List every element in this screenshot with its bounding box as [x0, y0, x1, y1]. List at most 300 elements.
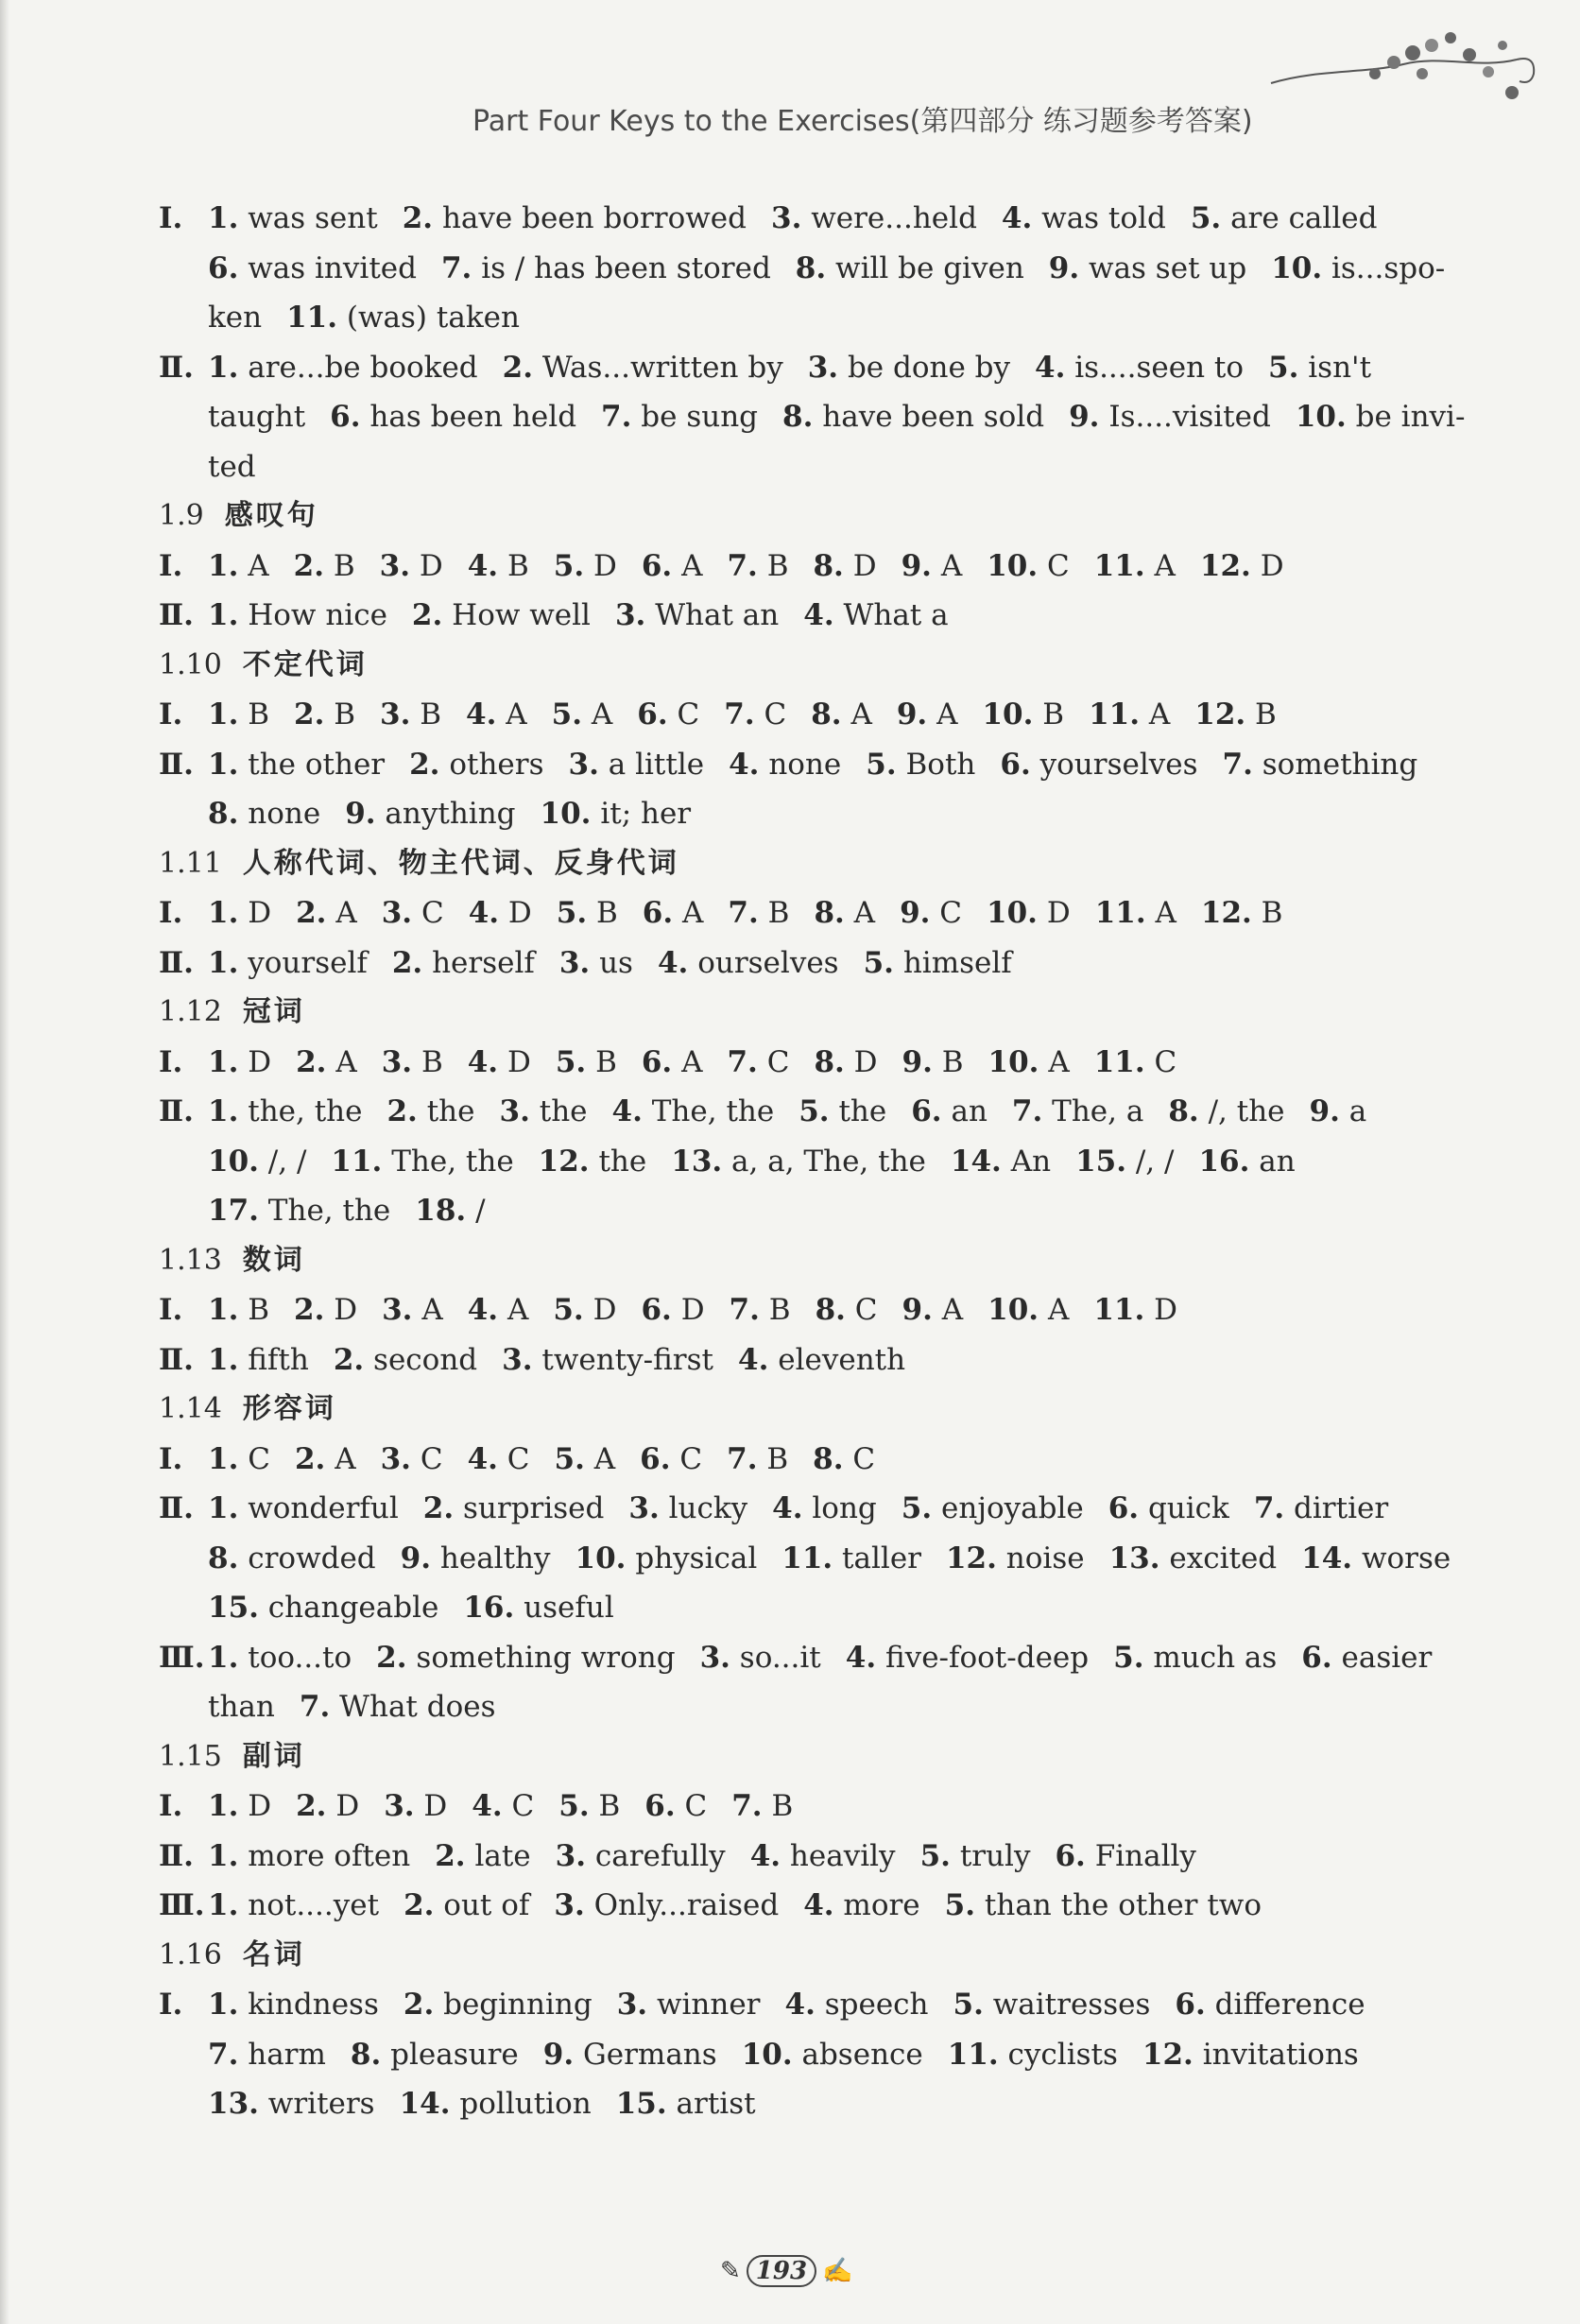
- answer-value: more: [843, 1888, 920, 1922]
- answer-value: A: [1047, 1293, 1070, 1327]
- page-number: 193: [747, 2255, 816, 2287]
- answer-number: 5.: [555, 1044, 587, 1079]
- answer-item: [296, 1789, 359, 1823]
- answer-number: 7.: [1011, 1094, 1043, 1128]
- answer-number: 3.: [381, 896, 413, 930]
- answer-value: heavily: [789, 1838, 896, 1873]
- answer-number: 15.: [1075, 1144, 1126, 1179]
- answer-number: 2.: [296, 1044, 327, 1079]
- answer-number: 6.: [641, 1044, 673, 1079]
- answer-value: The, the: [267, 1194, 391, 1228]
- answer-item: [738, 1343, 905, 1377]
- answer-number: 5.: [554, 1441, 585, 1476]
- answer-item: [1142, 2038, 1359, 2072]
- answer-value: truly: [959, 1838, 1031, 1873]
- answer-item: [1301, 1641, 1432, 1675]
- answer-number: 1.: [208, 1441, 239, 1476]
- header-chinese: (第四部分 练习题参考答案): [909, 105, 1253, 138]
- answer-item: [401, 1541, 551, 1575]
- answer-item: [796, 251, 1024, 285]
- answer-line: [159, 1186, 1453, 1236]
- answer-item: [1094, 1045, 1177, 1079]
- answer-value: anything: [385, 797, 516, 831]
- answer-value: is...spo-: [1331, 250, 1446, 285]
- answer-number: 7.: [731, 1789, 763, 1823]
- answer-number: 6.: [1175, 1988, 1206, 2022]
- section-heading: [159, 641, 1453, 691]
- answer-number: 8.: [815, 1293, 846, 1327]
- answer-number: 4.: [803, 1888, 834, 1922]
- answer-line: [159, 542, 1453, 592]
- answer-item: [208, 1839, 410, 1873]
- answer-item: [658, 946, 839, 980]
- answer-value: wonderful: [248, 1491, 399, 1525]
- answer-item: [382, 1293, 443, 1327]
- answer-item: [945, 1888, 1262, 1922]
- section-title: 人称代词、物主代词、反身代词: [242, 846, 679, 880]
- answer-value: A: [506, 697, 527, 732]
- answer-value: How well: [452, 598, 591, 632]
- answer-number: 11.: [781, 1541, 833, 1575]
- answer-number: 2.: [296, 896, 327, 930]
- answer-value: invitations: [1202, 2037, 1359, 2072]
- answer-item: [555, 1442, 616, 1476]
- answer-item: [911, 1094, 988, 1128]
- answer-number: 7.: [1222, 747, 1253, 782]
- answer-value: waitresses: [992, 1988, 1151, 2022]
- answer-item: [953, 1988, 1151, 2022]
- answer-item: [785, 1988, 929, 2022]
- answer-item: [300, 1690, 496, 1724]
- answer-number: 8.: [811, 697, 842, 732]
- answer-value: too...to: [248, 1640, 352, 1675]
- answer-value: D: [248, 1044, 272, 1079]
- answer-item: [724, 697, 786, 732]
- answer-item: [556, 1045, 617, 1079]
- answer-item: [503, 351, 783, 385]
- answer-line: [159, 1484, 1453, 1534]
- answer-value: eleventh: [778, 1342, 906, 1377]
- answer-number: 7.: [729, 1293, 760, 1327]
- part-numeral: Ⅱ.: [159, 945, 194, 980]
- answer-line: [159, 1980, 1453, 2030]
- answer-value: will be given: [835, 250, 1024, 285]
- answer-number: 5.: [1268, 350, 1299, 385]
- answer-number: 9.: [1048, 250, 1080, 285]
- answer-number: 3.: [555, 1838, 587, 1873]
- answer-item: [554, 1888, 779, 1922]
- answer-item: [380, 697, 441, 732]
- answer-item: [553, 1293, 616, 1327]
- answer-number: 12.: [1194, 697, 1246, 732]
- answer-item: [404, 1888, 529, 1922]
- answer-value: C: [511, 1789, 535, 1823]
- answer-value: C: [852, 1441, 876, 1476]
- answer-value: C: [421, 896, 444, 930]
- answer-item: [642, 549, 703, 583]
- answer-number: 12.: [1200, 896, 1252, 930]
- answer-item: [1201, 896, 1283, 930]
- answer-item: [671, 1145, 926, 1179]
- answer-item: [400, 2087, 592, 2121]
- part-numeral: Ⅱ.: [159, 598, 194, 632]
- answer-number: 2.: [376, 1640, 407, 1675]
- answer-item: [902, 1045, 964, 1079]
- answer-item: [982, 697, 1064, 732]
- answer-item: [771, 201, 977, 235]
- answer-item: [1002, 201, 1166, 235]
- part-numeral: Ⅰ.: [159, 697, 183, 732]
- answer-value: C: [679, 1441, 703, 1476]
- answer-value: the: [598, 1144, 647, 1179]
- answer-item: [816, 1293, 878, 1327]
- section-heading: [159, 1931, 1453, 1981]
- answer-item: [643, 896, 704, 930]
- answer-number: 4.: [845, 1640, 877, 1675]
- answer-value: C: [939, 896, 963, 930]
- answer-number: 12.: [945, 1541, 997, 1575]
- answer-line: [159, 1782, 1453, 1832]
- answer-number: 7.: [728, 896, 759, 930]
- answer-value: The, the: [651, 1094, 775, 1128]
- answer-number: 1.: [208, 1988, 239, 2022]
- answer-number: 11.: [1089, 697, 1140, 732]
- answer-value: A: [853, 896, 876, 930]
- answer-number: 2.: [333, 1342, 365, 1377]
- answer-item: [500, 1094, 588, 1128]
- answer-value: a little: [608, 747, 705, 782]
- answer-number: 4.: [1035, 350, 1066, 385]
- answer-item: [1012, 1094, 1143, 1128]
- answer-number: 2.: [391, 945, 423, 980]
- answer-number: 1.: [208, 350, 239, 385]
- answer-number: 1.: [208, 697, 239, 732]
- answer-number: 12.: [538, 1144, 590, 1179]
- answer-item: [814, 1045, 877, 1079]
- section-number: 1.12: [159, 995, 222, 1028]
- section-title: 感叹句: [224, 499, 318, 532]
- answer-item: [554, 549, 617, 583]
- answer-item: [813, 549, 876, 583]
- answer-value: the other: [248, 747, 386, 782]
- answer-number: 6.: [1301, 1640, 1332, 1675]
- answer-number: 1.: [208, 548, 239, 583]
- answer-number: 1.: [208, 945, 239, 980]
- answer-item: [637, 697, 699, 732]
- answer-number: 8.: [814, 896, 845, 930]
- answer-value: C: [248, 1441, 270, 1476]
- answer-item: [294, 697, 355, 732]
- answer-value: late: [474, 1838, 531, 1873]
- answer-number: 8.: [782, 400, 814, 434]
- answer-item: [539, 1145, 647, 1179]
- answer-value: D: [680, 1293, 705, 1327]
- answer-value: D: [335, 1789, 360, 1823]
- answer-item: [1035, 351, 1244, 385]
- answer-value: D: [419, 548, 443, 583]
- answer-value: B: [248, 697, 270, 732]
- section-title: 不定代词: [242, 647, 368, 681]
- answer-item: [543, 2038, 717, 2072]
- answer-value: none: [248, 797, 321, 831]
- answer-item: [864, 946, 1012, 980]
- answer-value: beginning: [443, 1988, 592, 2022]
- answer-number: 3.: [554, 1888, 585, 1922]
- answer-number: 6.: [208, 250, 239, 285]
- answer-item: [730, 1293, 791, 1327]
- answer-item: [208, 748, 385, 782]
- answer-number: 3.: [502, 1342, 533, 1377]
- answer-number: 1.: [208, 1838, 239, 1873]
- answer-value: A: [940, 548, 963, 583]
- answer-item: [988, 1045, 1070, 1079]
- answer-value: A: [850, 697, 872, 732]
- answer-line: [159, 1038, 1453, 1088]
- answer-value: A: [593, 1441, 616, 1476]
- answer-number: 11.: [1093, 1044, 1145, 1079]
- answer-number: 4.: [772, 1491, 803, 1525]
- answer-number: 15.: [615, 2087, 667, 2121]
- answer-value: A: [335, 1044, 357, 1079]
- answer-value: so...it: [739, 1640, 821, 1675]
- answer-value: /, the: [1208, 1094, 1285, 1128]
- answer-item: [731, 1789, 793, 1823]
- answer-item: [351, 2038, 519, 2072]
- section-title: 形容词: [242, 1392, 336, 1425]
- answer-value: are...be booked: [248, 350, 478, 385]
- answer-item: [208, 1045, 271, 1079]
- answer-number: 8.: [350, 2037, 382, 2072]
- answer-item: [412, 598, 591, 632]
- answer-value: (was) taken: [346, 301, 520, 335]
- answer-item: [1194, 697, 1277, 732]
- answer-item: [208, 549, 269, 583]
- part-numeral: Ⅰ.: [159, 1988, 183, 2022]
- answer-value: five-foot-deep: [885, 1640, 1090, 1675]
- answer-value: A: [335, 896, 357, 930]
- answer-item: [208, 1343, 309, 1377]
- answer-value: Is....visited: [1108, 400, 1271, 434]
- answer-item: [541, 797, 692, 831]
- answer-value: physical: [635, 1541, 758, 1575]
- answer-item: [208, 1888, 379, 1922]
- answer-value: D: [248, 1789, 272, 1823]
- answer-number: 10.: [575, 1541, 627, 1575]
- answer-item: [1113, 1641, 1277, 1675]
- answer-number: 6.: [1055, 1838, 1086, 1873]
- answer-number: 3.: [807, 350, 839, 385]
- answer-number: 7.: [727, 548, 758, 583]
- answer-value: What a: [843, 598, 949, 632]
- answer-number: 5.: [944, 1888, 976, 1922]
- answer-line: [159, 2030, 1453, 2080]
- answer-item: [392, 946, 535, 980]
- section-heading: [159, 988, 1453, 1038]
- answer-item: [441, 251, 771, 285]
- section-number: 1.16: [159, 1937, 222, 1971]
- answer-number: 3.: [771, 201, 802, 235]
- answer-number: 11.: [1093, 1293, 1145, 1327]
- answer-value: a: [1348, 1094, 1367, 1128]
- part-numeral: Ⅲ.: [159, 1640, 205, 1675]
- answer-value: What does: [339, 1690, 496, 1724]
- answer-value: B: [421, 1044, 443, 1079]
- answer-item: [502, 1343, 713, 1377]
- answer-item: [404, 1988, 592, 2022]
- answer-number: 11.: [1093, 548, 1145, 583]
- answer-value: B: [248, 1293, 270, 1327]
- answer-item: [208, 1293, 269, 1327]
- answer-item: [208, 1491, 399, 1525]
- answer-item: [700, 1641, 821, 1675]
- answer-line: [159, 1583, 1453, 1633]
- answer-number: 4.: [467, 1441, 498, 1476]
- answer-value: an: [951, 1094, 988, 1128]
- answer-item: [558, 1789, 620, 1823]
- part-numeral: Ⅰ.: [159, 548, 183, 583]
- answer-value: D: [592, 1293, 617, 1327]
- pencil-right-icon: ✍: [822, 2257, 853, 2285]
- answer-value: it; her: [600, 797, 692, 831]
- answer-item: [803, 598, 948, 632]
- answer-line: [159, 938, 1453, 989]
- answer-number: 3.: [384, 1789, 415, 1823]
- answer-item: [799, 1094, 886, 1128]
- answer-value: than the other two: [984, 1888, 1262, 1922]
- answer-value: writers: [267, 2087, 375, 2121]
- answer-number: 4.: [467, 1044, 499, 1079]
- answer-value: was sent: [248, 201, 378, 235]
- answer-number: 2.: [294, 1441, 326, 1476]
- answer-value: B: [1042, 697, 1065, 732]
- answer-line: [159, 1881, 1453, 1931]
- part-numeral: Ⅰ.: [159, 1789, 183, 1823]
- answer-number: 6.: [642, 896, 674, 930]
- answer-number: 5.: [553, 548, 585, 583]
- answer-value: What an: [655, 598, 780, 632]
- answer-value: none: [768, 747, 842, 782]
- answer-number: 5.: [953, 1988, 984, 2022]
- answer-line: [159, 1285, 1453, 1335]
- section-number: 1.13: [159, 1243, 222, 1277]
- answer-value: not....yet: [248, 1888, 380, 1922]
- answer-number: 8.: [1168, 1094, 1199, 1128]
- answer-number: 3.: [380, 697, 411, 732]
- answer-item: [330, 400, 576, 434]
- answer-number: 1.: [208, 1342, 239, 1377]
- answer-item: [729, 748, 841, 782]
- answer-number: 6.: [640, 1441, 671, 1476]
- answer-value: useful: [524, 1591, 614, 1625]
- answer-line: [159, 690, 1453, 740]
- answer-value: long: [812, 1491, 877, 1525]
- answer-number: 10.: [982, 697, 1034, 732]
- answer-item: [208, 1988, 379, 2022]
- answer-value: A: [248, 548, 269, 583]
- answer-value: D: [1260, 548, 1284, 583]
- answer-item: [612, 1094, 775, 1128]
- answer-value: the: [838, 1094, 887, 1128]
- answer-value: B: [768, 1293, 791, 1327]
- answer-number: 1.: [208, 1888, 239, 1922]
- answer-number: 7.: [601, 400, 632, 434]
- answer-item: [617, 1988, 761, 2022]
- answer-number: 8.: [208, 797, 239, 831]
- answer-item: [345, 797, 515, 831]
- answer-item: [208, 1094, 362, 1128]
- answer-number: 15.: [208, 1591, 259, 1625]
- answer-number: 6.: [644, 1789, 676, 1823]
- part-numeral: Ⅰ.: [159, 896, 183, 930]
- answer-item: [403, 201, 747, 235]
- answer-value: a, a, The, the: [731, 1144, 926, 1179]
- answer-number: 6.: [637, 697, 668, 732]
- answer-number: 2.: [403, 1988, 435, 2022]
- answer-item: [469, 896, 532, 930]
- answer-value: easier: [1341, 1640, 1433, 1675]
- answer-number: 2.: [404, 1888, 435, 1922]
- answer-value: lucky: [668, 1491, 748, 1525]
- part-numeral: Ⅱ.: [159, 1342, 194, 1377]
- part-numeral: Ⅱ.: [159, 1094, 194, 1128]
- answer-item: [1198, 1145, 1295, 1179]
- answer-item: [468, 549, 529, 583]
- answer-value: B: [771, 1789, 794, 1823]
- answer-value: Finally: [1094, 1838, 1196, 1873]
- answer-number: 4.: [729, 747, 760, 782]
- answer-value: was told: [1041, 201, 1166, 235]
- answer-number: 4.: [1001, 201, 1033, 235]
- answer-number: 7.: [299, 1690, 331, 1724]
- answer-number: 2.: [409, 747, 440, 782]
- answer-value: C: [1047, 548, 1070, 583]
- answer-line: [159, 740, 1453, 790]
- answer-item: [208, 1442, 270, 1476]
- answer-value: B: [1261, 896, 1283, 930]
- answer-item: [1049, 251, 1246, 285]
- answer-item: [1069, 400, 1271, 434]
- answer-number: 8.: [208, 1541, 239, 1575]
- answer-number: 9.: [896, 697, 928, 732]
- answer-number: 1.: [208, 1640, 239, 1675]
- answer-value: yourself: [248, 945, 368, 980]
- answer-line: [159, 194, 1453, 244]
- answer-value: D: [853, 1044, 878, 1079]
- answer-item: [552, 697, 613, 732]
- section-heading: [159, 1236, 1453, 1286]
- answer-value: A: [1048, 1044, 1070, 1079]
- answer-item: [208, 201, 378, 235]
- answer-item: [951, 1145, 1051, 1179]
- section-title: 副词: [242, 1739, 305, 1773]
- answer-item: [866, 748, 975, 782]
- answer-number: 9.: [902, 1044, 933, 1079]
- answer-item: [1055, 1839, 1195, 1873]
- answer-item: [846, 1641, 1089, 1675]
- answer-value: enjoyable: [941, 1491, 1084, 1525]
- answer-value: A: [936, 697, 958, 732]
- answer-item: [1108, 1491, 1229, 1525]
- answer-number: 5.: [551, 697, 583, 732]
- answer-item: [472, 1789, 534, 1823]
- answer-number: 1.: [208, 598, 239, 632]
- answer-number: 4.: [738, 1342, 769, 1377]
- answer-item: [615, 598, 779, 632]
- answer-item: [423, 1491, 605, 1525]
- answer-item: [208, 1789, 271, 1823]
- answer-number: 8.: [795, 250, 827, 285]
- answer-value: B: [596, 896, 618, 930]
